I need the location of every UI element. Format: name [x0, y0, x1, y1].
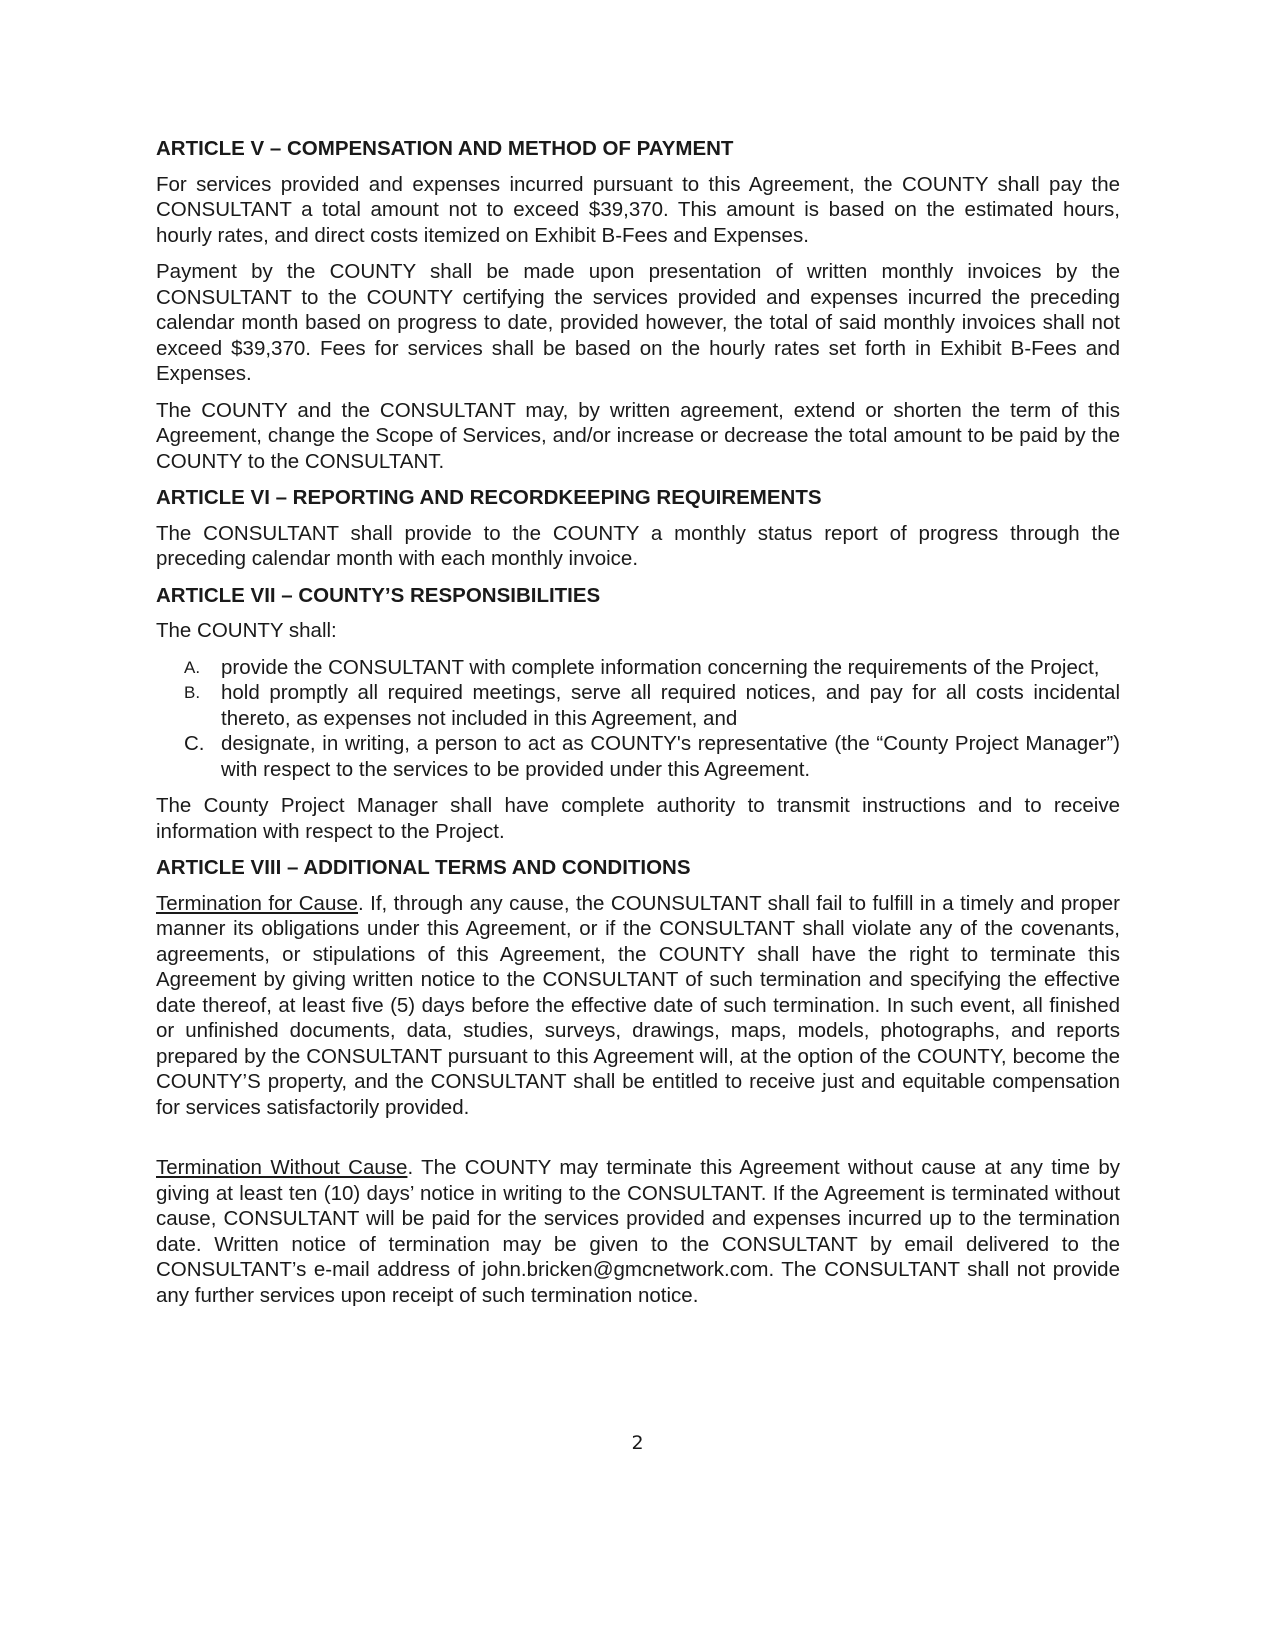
- paragraph-gap: [156, 1131, 1120, 1155]
- list-item: [156, 655, 1120, 681]
- termination-without-cause-paragraph: [156, 1155, 1120, 1308]
- list-marker: A.: [184, 657, 201, 677]
- article-vii-paragraph-2: The County Project Manager shall have complete authority to transmit instructions and to receive information with respect to the Project.: [156, 794, 1120, 843]
- list-item: [156, 680, 1120, 731]
- article-v-heading: ARTICLE V – COMPENSATION AND METHOD OF PAYMENT: [156, 137, 734, 160]
- list-item-text: provide the CONSULTANT with complete information concerning the requirements of the Project,: [221, 655, 1100, 679]
- list-item-text: designate, in writing, a person to act as COUNTY's representative (the “County Project Manager”) with respect to the services to be provided under this Agreement.: [221, 732, 1120, 781]
- termination-without-cause-title: Termination Without Cause: [156, 1156, 408, 1179]
- list-item: [156, 731, 1120, 782]
- article-v-paragraph-3: The COUNTY and the CONSULTANT may, by written agreement, extend or shorten the term of this Agreement, change the Scope of Services, and/or increase or decrease the total amount to be paid by the COUNTY to the CONSULTANT.: [156, 398, 1120, 473]
- termination-for-cause-text: . If, through any cause, the COUNSULTANT shall fail to fulfill in a timely and proper manner its obligations under this Agreement, or if the CONSULTANT shall violate any of the covenants, agreements, or stipulations of this Agreement, the COUNTY shall have the right to terminate this Agreement by giving written notice to the CONSULTANT of such termination and specifying the effective date thereof, at least five (5) days before the effective date of such termination. In such event, all finished or unfinished documents, data, studies, surveys, drawings, maps, models, photographs, and reports prepared by the CONSULTANT pursuant to this Agreement will, at the option of the COUNTY, become the COUNTY’S property, and the CONSULTANT shall be entitled to receive just and equitable compensation for services satisfactorily provided.: [156, 891, 1120, 1119]
- list-item-text: hold promptly all required meetings, serve all required notices, and pay for all costs incidental thereto, as expenses not included in this Agreement, and: [221, 681, 1120, 730]
- article-vii-heading: ARTICLE VII – COUNTY’S RESPONSIBILITIES: [156, 583, 601, 607]
- termination-for-cause-title: Termination for Cause: [156, 891, 359, 915]
- termination-without-cause-text: . The COUNTY may terminate this Agreement without cause at any time by giving at least ten (10) days’ notice in writing to the CONSULTANT. If the Agreement is terminated without cause, CONSULTANT will be paid for the services provided and expenses incurred up to the termination date. Written notice of termination may be given to the CONSULTANT by email delivered to the CONSULTANT’s e-mail address of john.bricken@gmcnetwork.com. The CONSULTANT shall not provide any further services upon receipt of such termination notice.: [156, 1156, 1120, 1307]
- article-vi-heading: ARTICLE VI – REPORTING AND RECORDKEEPING REQUIREMENTS: [156, 486, 822, 509]
- page-number: 2: [631, 1432, 644, 1454]
- termination-for-cause-paragraph: [156, 891, 1120, 1121]
- article-vii-intro: The COUNTY shall:: [156, 619, 337, 642]
- article-viii-heading: ARTICLE VIII – ADDITIONAL TERMS AND CONDITIONS: [156, 856, 691, 879]
- article-vi-paragraph-1: The CONSULTANT shall provide to the COUNTY a monthly status report of progress through the preceding calendar month with each monthly invoice.: [156, 521, 1120, 570]
- document-page: [156, 136, 1120, 1319]
- list-marker: B.: [184, 683, 201, 702]
- list-marker: C.: [184, 732, 205, 755]
- responsibilities-list: [156, 655, 1120, 783]
- article-v-paragraph-1: For services provided and expenses incurred pursuant to this Agreement, the COUNTY shall pay the CONSULTANT a total amount not to exceed $39,370. This amount is based on the estimated hours, hourly rates, and direct costs itemized on Exhibit B-Fees and Expenses.: [156, 172, 1120, 247]
- article-v-paragraph-2: Payment by the COUNTY shall be made upon presentation of written monthly invoices by the CONSULTANT to the COUNTY certifying the services provided and expenses incurred the preceding calendar month based on progress to date, provided however, the total of said monthly invoices shall not exceed $39,370. Fees for services shall be based on the hourly rates set forth in Exhibit B-Fees and Expenses.: [156, 260, 1120, 385]
